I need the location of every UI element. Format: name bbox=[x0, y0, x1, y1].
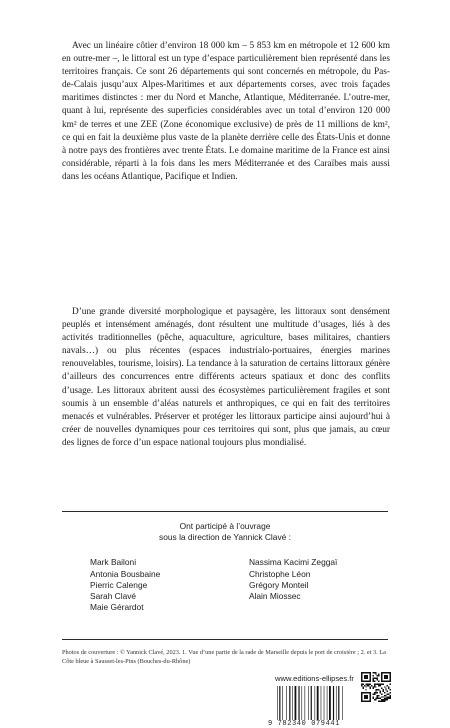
qr-cell bbox=[365, 701, 366, 702]
qr-cell bbox=[372, 696, 373, 697]
qr-cell bbox=[382, 672, 383, 673]
qr-cell bbox=[385, 672, 386, 673]
qr-cell bbox=[362, 686, 363, 687]
qr-cell bbox=[362, 692, 363, 693]
qr-cell bbox=[362, 688, 363, 689]
qr-cell bbox=[388, 672, 389, 673]
qr-cell bbox=[374, 678, 375, 679]
qr-cell bbox=[384, 699, 385, 700]
qr-cell bbox=[390, 673, 391, 674]
qr-cell bbox=[384, 698, 385, 699]
qr-cell bbox=[380, 701, 381, 702]
qr-cell bbox=[364, 678, 365, 679]
contributors-heading-line2: sous la direction de Yannick Clavé : bbox=[159, 532, 291, 543]
qr-cell bbox=[387, 691, 388, 692]
barcode-bar bbox=[311, 686, 312, 720]
qr-cell bbox=[384, 676, 385, 677]
qr-cell bbox=[370, 683, 371, 684]
qr-cell bbox=[367, 692, 368, 693]
barcode-bar bbox=[324, 686, 325, 720]
qr-cell bbox=[377, 679, 378, 680]
qr-cell bbox=[388, 688, 389, 689]
barcode-bar bbox=[305, 686, 306, 720]
qr-cell bbox=[384, 701, 385, 702]
qr-cell bbox=[367, 685, 368, 686]
publisher-website[interactable]: www.editions-ellipses.fr bbox=[275, 674, 354, 683]
barcode-bar bbox=[279, 686, 280, 720]
qr-cell bbox=[384, 692, 385, 693]
qr-cell bbox=[370, 693, 371, 694]
qr-cell bbox=[381, 678, 382, 679]
qr-cell bbox=[374, 693, 375, 694]
qr-cell bbox=[381, 699, 382, 700]
divider-top bbox=[62, 511, 388, 512]
paragraph-1-text: Avec un linéaire côtier d’environ 18 000 km – 5 853 km en métropole et 12 600 km en outre-mer –, le littoral est un type d’espace particulièrement bien représenté dans les territoires français. Ce sont 26 départements qui sont concernés en métropole, du Pas-de-Calais jusqu’aux Alpes-Maritimes et aux départements corses, avec trois façades maritimes distinctes : mer du Nord et Manche, Atlantique, Méditerranée. L’outre-mer, quant à lui, représente des superficies considérables avec un total d’environ 120 000 km² de terres et une ZEE (Zone économique exclusive) de près de 11 millions de km², ce qui en fait la deuxième plus vaste de la planète derrière celle des États-Unis et donne à notre pays des frontières avec trente États. Le domaine maritime de la France est ainsi considérable, réparti à la fois dans les mers Méditerranée et des Caraïbes mais aussi dans les océans Atlantique, Pacifique et Indien. bbox=[62, 41, 390, 182]
qr-cell bbox=[388, 696, 389, 697]
qr-cell bbox=[382, 696, 383, 697]
qr-cell bbox=[385, 699, 386, 700]
qr-cell bbox=[367, 676, 368, 677]
barcode-bar bbox=[308, 686, 309, 720]
qr-cell bbox=[372, 675, 373, 676]
contributor-name: Sarah Clavé bbox=[90, 591, 137, 602]
contributors-block bbox=[62, 521, 388, 613]
barcode-bar bbox=[298, 686, 299, 720]
qr-cell bbox=[387, 699, 388, 700]
qr-cell bbox=[378, 681, 379, 682]
barcode-bar bbox=[301, 686, 302, 720]
qr-cell bbox=[365, 696, 366, 697]
qr-cell bbox=[375, 691, 376, 692]
contributors-columns bbox=[62, 557, 388, 613]
qr-cell bbox=[371, 685, 372, 686]
contributor-name: Pierric Calenge bbox=[90, 579, 148, 590]
qr-cell bbox=[385, 695, 386, 696]
qr-cell bbox=[384, 678, 385, 679]
barcode-bar bbox=[333, 686, 334, 720]
qr-cell bbox=[390, 696, 391, 697]
qr-cell bbox=[365, 698, 366, 699]
qr-cell bbox=[387, 696, 388, 697]
qr-cell bbox=[364, 681, 365, 682]
qr-cell bbox=[380, 698, 381, 699]
qr-cell bbox=[361, 695, 362, 696]
qr-cell bbox=[382, 683, 383, 684]
qr-cell bbox=[390, 679, 391, 680]
paragraph-2 bbox=[62, 306, 390, 450]
paragraph-1 bbox=[62, 40, 390, 184]
qr-cell bbox=[370, 688, 371, 689]
qr-cell bbox=[375, 699, 376, 700]
qr-cell bbox=[384, 675, 385, 676]
qr-cell bbox=[374, 683, 375, 684]
qr-cell bbox=[390, 676, 391, 677]
qr-cell bbox=[367, 698, 368, 699]
qr-cell bbox=[385, 698, 386, 699]
qr-cell bbox=[385, 689, 386, 690]
qr-cell bbox=[361, 673, 362, 674]
qr-cell bbox=[377, 698, 378, 699]
qr-cell bbox=[362, 701, 363, 702]
qr-code-icon bbox=[361, 672, 391, 702]
barcode-bar bbox=[282, 686, 283, 720]
qr-cell bbox=[382, 701, 383, 702]
qr-cell bbox=[365, 681, 366, 682]
qr-cell bbox=[370, 678, 371, 679]
qr-cell bbox=[372, 681, 373, 682]
barcode-bar bbox=[277, 686, 278, 720]
qr-cell bbox=[375, 683, 376, 684]
qr-cell bbox=[374, 685, 375, 686]
qr-cell bbox=[385, 675, 386, 676]
qr-cell bbox=[374, 681, 375, 682]
contributors-heading bbox=[62, 521, 388, 543]
photo-credits: Photos de couverture : © Yannick Clavé, 2023. 1. Vue d’une partie de la rade de Marseille depuis le port de croisière ; 2. et 3. La Côte bleue à Sausset-les-Pins (Bouches-du-Rhône) bbox=[62, 649, 386, 665]
qr-cell bbox=[361, 675, 362, 676]
paragraph-2-text: D’une grande diversité morphologique et paysagère, les littoraux sont densément peuplés et intensément aménagés, dont résultent une multitude d’usages, liés à des activités traditionnelles (pêche, aquaculture, agriculture, bases militaires, chantiers navals…) ou plus récentes (espaces industrialo-portuaires, énergies marines renouvelables, tourisme, loisirs). La tendance à la saturation de certains littoraux génère d’ailleurs des concurrences entre différents acteurs spatiaux et donc des conflits d’usage. Les littoraux abritent aussi des écosystèmes particulièrement fragiles et sont soumis à un ensemble d’aléas naturels et anthropiques, ce qui en fait des territoires menacés et vulnérables. Préserver et protéger les littoraux participe ainsi aujourd’hui à créer de nouvelles dynamiques pour ces territoires qui sont, plus que jamais, au cœur des lignes de force d’un espace national toujours plus mondialisé. bbox=[62, 307, 390, 448]
qr-cell bbox=[365, 695, 366, 696]
qr-cell bbox=[377, 695, 378, 696]
qr-cell bbox=[381, 672, 382, 673]
qr-cell bbox=[377, 696, 378, 697]
contributor-name: Mark Bailoni bbox=[90, 557, 137, 568]
qr-cell bbox=[385, 688, 386, 689]
qr-cell bbox=[375, 672, 376, 673]
barcode-icon bbox=[275, 686, 351, 720]
qr-cell bbox=[382, 689, 383, 690]
qr-cell bbox=[361, 678, 362, 679]
qr-cell bbox=[374, 686, 375, 687]
qr-cell bbox=[387, 675, 388, 676]
barcode-bar bbox=[292, 686, 293, 720]
qr-cell bbox=[367, 701, 368, 702]
qr-cell bbox=[361, 692, 362, 693]
qr-cell bbox=[381, 681, 382, 682]
qr-cell bbox=[365, 672, 366, 673]
contributor-name: Christophe Léon bbox=[248, 568, 311, 579]
qr-cell bbox=[380, 683, 381, 684]
contributors-left-column bbox=[90, 557, 249, 613]
qr-cell bbox=[367, 675, 368, 676]
qr-cell bbox=[390, 689, 391, 690]
qr-cell bbox=[364, 692, 365, 693]
qr-cell bbox=[375, 686, 376, 687]
qr-cell bbox=[367, 695, 368, 696]
barcode-bar bbox=[327, 686, 328, 720]
qr-cell bbox=[361, 676, 362, 677]
qr-cell bbox=[378, 673, 379, 674]
qr-cell bbox=[382, 691, 383, 692]
contributor-name: Maie Gérardot bbox=[90, 602, 144, 613]
qr-cell bbox=[375, 678, 376, 679]
qr-cell bbox=[385, 678, 386, 679]
qr-cell bbox=[388, 698, 389, 699]
contributor-name: Nassima Kacimi Zeggaï bbox=[248, 557, 338, 568]
qr-cell bbox=[377, 692, 378, 693]
qr-cell bbox=[388, 693, 389, 694]
qr-cell bbox=[370, 692, 371, 693]
qr-cell bbox=[380, 692, 381, 693]
qr-cell bbox=[368, 681, 369, 682]
qr-cell bbox=[387, 678, 388, 679]
qr-cell bbox=[367, 678, 368, 679]
qr-cell bbox=[372, 698, 373, 699]
qr-cell bbox=[381, 701, 382, 702]
qr-cell bbox=[365, 675, 366, 676]
qr-cell bbox=[364, 685, 365, 686]
barcode-bar bbox=[321, 686, 322, 720]
barcode-bar bbox=[317, 686, 319, 720]
qr-cell bbox=[385, 681, 386, 682]
qr-cell bbox=[372, 693, 373, 694]
qr-cell bbox=[370, 696, 371, 697]
qr-cell bbox=[375, 673, 376, 674]
qr-cell bbox=[384, 681, 385, 682]
qr-cell bbox=[384, 672, 385, 673]
qr-cell bbox=[365, 676, 366, 677]
qr-cell bbox=[381, 696, 382, 697]
barcode-bar bbox=[342, 686, 343, 720]
qr-cell bbox=[361, 683, 362, 684]
qr-cell bbox=[378, 683, 379, 684]
barcode-bar bbox=[289, 686, 290, 720]
contributors-heading-line1: Ont participé à l’ouvrage bbox=[179, 521, 271, 531]
qr-cell bbox=[364, 676, 365, 677]
qr-cell bbox=[381, 673, 382, 674]
qr-cell bbox=[365, 686, 366, 687]
contributor-name: Alain Miossec bbox=[248, 591, 301, 602]
qr-cell bbox=[362, 681, 363, 682]
qr-cell bbox=[374, 672, 375, 673]
qr-cell bbox=[364, 675, 365, 676]
qr-cell bbox=[384, 695, 385, 696]
qr-cell bbox=[377, 683, 378, 684]
qr-cell bbox=[367, 672, 368, 673]
qr-cell bbox=[377, 678, 378, 679]
qr-cell bbox=[361, 693, 362, 694]
qr-cell bbox=[364, 698, 365, 699]
qr-cell bbox=[364, 701, 365, 702]
qr-cell bbox=[370, 699, 371, 700]
qr-cell bbox=[365, 689, 366, 690]
barcode-bar bbox=[338, 686, 339, 720]
qr-cell bbox=[378, 698, 379, 699]
qr-cell bbox=[390, 692, 391, 693]
qr-cell bbox=[387, 698, 388, 699]
qr-cell bbox=[368, 672, 369, 673]
qr-cell bbox=[372, 672, 373, 673]
qr-cell bbox=[390, 683, 391, 684]
qr-cell bbox=[361, 679, 362, 680]
qr-cell bbox=[367, 683, 368, 684]
qr-cell bbox=[362, 683, 363, 684]
qr-cell bbox=[380, 685, 381, 686]
qr-cell bbox=[368, 683, 369, 684]
qr-cell bbox=[370, 679, 371, 680]
qr-cell bbox=[375, 692, 376, 693]
qr-cell bbox=[381, 693, 382, 694]
qr-cell bbox=[370, 686, 371, 687]
qr-cell bbox=[388, 686, 389, 687]
qr-cell bbox=[374, 699, 375, 700]
qr-cell bbox=[361, 685, 362, 686]
qr-cell bbox=[361, 701, 362, 702]
qr-cell bbox=[382, 699, 383, 700]
qr-cell bbox=[370, 675, 371, 676]
qr-cell bbox=[377, 675, 378, 676]
qr-cell bbox=[381, 679, 382, 680]
isbn-digits: 9 782340 079441 bbox=[268, 720, 341, 728]
barcode-bar bbox=[295, 686, 297, 720]
qr-cell bbox=[374, 692, 375, 693]
qr-cell bbox=[378, 675, 379, 676]
qr-cell bbox=[387, 681, 388, 682]
qr-cell bbox=[361, 672, 362, 673]
qr-cell bbox=[367, 681, 368, 682]
qr-cell bbox=[390, 672, 391, 673]
qr-cell bbox=[365, 692, 366, 693]
qr-cell bbox=[378, 685, 379, 686]
qr-cell bbox=[362, 672, 363, 673]
qr-cell bbox=[390, 698, 391, 699]
qr-cell bbox=[367, 696, 368, 697]
contributor-name: Grégory Monteil bbox=[248, 579, 309, 590]
qr-cell bbox=[390, 675, 391, 676]
qr-cell bbox=[381, 683, 382, 684]
qr-cell bbox=[378, 695, 379, 696]
qr-cell bbox=[370, 676, 371, 677]
qr-cell bbox=[365, 683, 366, 684]
barcode-bar bbox=[329, 686, 331, 720]
qr-cell bbox=[361, 681, 362, 682]
qr-cell bbox=[370, 681, 371, 682]
contributor-name: Antonia Bousbaine bbox=[90, 568, 161, 579]
contributors-right-column bbox=[249, 557, 388, 613]
qr-cell bbox=[365, 678, 366, 679]
qr-cell bbox=[387, 676, 388, 677]
qr-cell bbox=[380, 691, 381, 692]
qr-cell bbox=[361, 696, 362, 697]
qr-cell bbox=[387, 685, 388, 686]
qr-cell bbox=[364, 672, 365, 673]
qr-cell bbox=[372, 686, 373, 687]
qr-cell bbox=[390, 681, 391, 682]
qr-cell bbox=[368, 685, 369, 686]
qr-cell bbox=[370, 701, 371, 702]
qr-cell bbox=[361, 698, 362, 699]
qr-cell bbox=[381, 688, 382, 689]
qr-cell bbox=[387, 672, 388, 673]
qr-cell bbox=[361, 699, 362, 700]
qr-cell bbox=[382, 681, 383, 682]
qr-cell bbox=[370, 695, 371, 696]
qr-cell bbox=[385, 676, 386, 677]
qr-cell bbox=[387, 693, 388, 694]
barcode-bar bbox=[286, 686, 287, 720]
qr-cell bbox=[364, 695, 365, 696]
qr-cell bbox=[370, 698, 371, 699]
qr-cell bbox=[381, 676, 382, 677]
qr-cell bbox=[384, 686, 385, 687]
qr-cell bbox=[372, 688, 373, 689]
qr-cell bbox=[378, 689, 379, 690]
qr-cell bbox=[377, 689, 378, 690]
qr-cell bbox=[370, 672, 371, 673]
qr-cell bbox=[370, 673, 371, 674]
qr-cell bbox=[372, 678, 373, 679]
barcode-bar bbox=[336, 686, 337, 720]
qr-cell bbox=[375, 698, 376, 699]
qr-cell bbox=[372, 679, 373, 680]
qr-cell bbox=[388, 681, 389, 682]
qr-cell bbox=[390, 695, 391, 696]
barcode-bar bbox=[315, 686, 316, 720]
qr-cell bbox=[378, 701, 379, 702]
qr-cell bbox=[364, 696, 365, 697]
qr-cell bbox=[368, 701, 369, 702]
qr-cell bbox=[381, 675, 382, 676]
qr-cell bbox=[375, 689, 376, 690]
qr-cell bbox=[368, 692, 369, 693]
qr-cell bbox=[390, 678, 391, 679]
divider-bottom bbox=[62, 639, 388, 640]
